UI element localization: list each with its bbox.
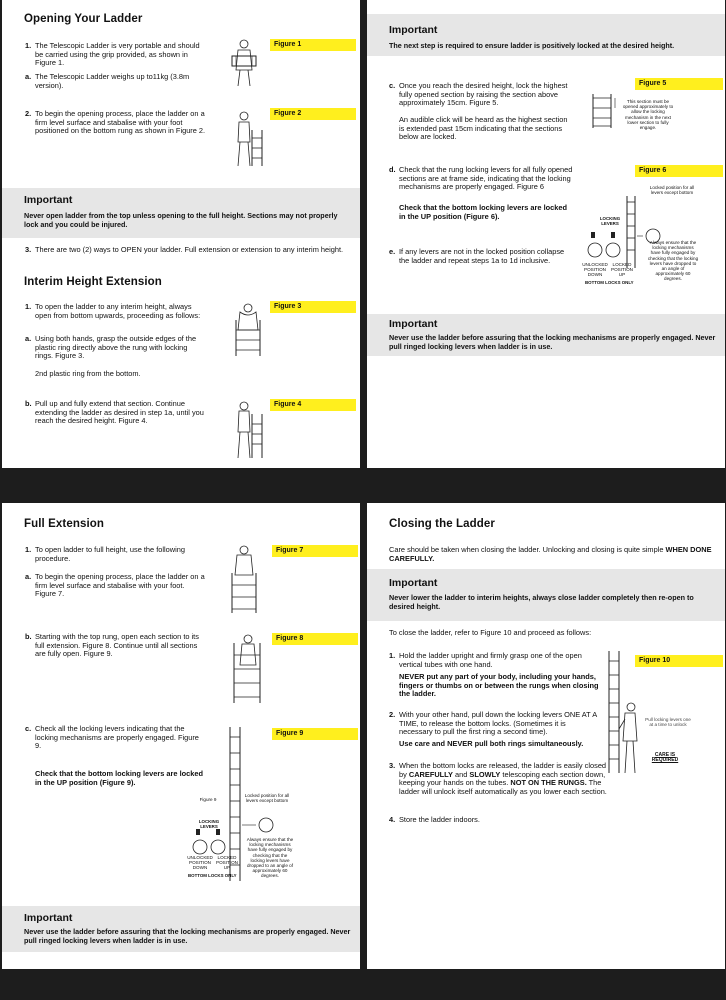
figure-8-illustration [226,631,266,705]
figure-9-unlocked-label: UNLOCKED POSITION DOWN [187,855,213,871]
step-1: 1. The Telescopic Ladder is very portable and should be carried using the grip provided, as shown in Figure 1. [25,41,200,68]
section-title-opening: Opening Your Ladder [24,13,143,25]
step-e: e. If any levers are not in the locked position collapse the ladder and repeat steps 1a to 1d inclusive. [389,247,565,265]
figure-9-lockedup-label: LOCKED POSITION UP [216,855,238,871]
figure-1-label: Figure 1 [270,39,356,51]
important-title: Important [389,24,438,36]
figure-5-note: This section must be opened approximately to allow the locking mechanism in the next lower section to fully engage. [622,99,674,131]
section-title-closing: Closing the Ladder [389,518,495,530]
figure-6-always-note: Always ensure that the locking mechanisms have fully engaged by checking that the locking levers have dropped to an angle of approximately 60 degrees. [647,240,699,282]
important-box [367,569,725,621]
important-title: Important [24,194,73,206]
important-box [2,188,360,238]
important-text: Never use the ladder before assuring that the locking mechanisms are properly engaged. Never pull ringed locking levers when ladder is in use. [389,333,716,351]
step-c-note: An audible click will be heard as the highest section is extended past 15cm indicating that the sections below are locked. [399,115,568,142]
figure-9-always-note: Always ensure that the locking mechanisms have fully engaged by checking that the locking levers have dropped to an angle of approximately 60 degrees. [246,837,294,879]
figure-1-illustration [224,38,264,88]
closing-step-2-bold: Use care and NEVER pull both rings simultaneously. [399,739,584,748]
closing-refer: To close the ladder, refer to Figure 10 and proceed as follows: [389,628,592,637]
important-box-top [367,14,725,56]
important-title: Important [24,912,73,924]
figure-9-locked-note: Locked position for all levers except bottom [244,793,290,804]
panel-closing [367,503,725,969]
step-c: c. Check all the locking levers indicating that the locking mechanisms are properly engaged. Figure 9. [25,724,199,751]
panel-locking [367,0,725,468]
important-title: Important [389,577,438,589]
closing-step-4: 4. Store the ladder indoors. [389,815,480,824]
step-1: 1. To open ladder to full height, use the following procedure. [25,545,185,563]
figure-4-label: Figure 4 [270,399,356,411]
interim-step-a-note: 2nd plastic ring from the bottom. [35,369,141,378]
figure-9-bottom-label: BOTTOM LOCKS ONLY [188,873,237,878]
important-text: Never open ladder from the top unless opening to the full height. Sections may not properly lock and you could be injured. [24,211,338,229]
step-c: c. Once you reach the desired height, lock the highest fully opened section by raising the section above approximately 15cm. Figure 5. [389,81,568,108]
interim-step-a: a. Using both hands, grasp the outside edges of the plastic ring directly above the rung with locking rings. Figure 3. [25,334,197,361]
figure-4-illustration [230,398,266,460]
important-text: Never lower the ladder to interim heights, always close ladder completely then re-open to desired height. [389,593,694,611]
figure-6-levers-label: LOCKING LEVERS [599,216,621,226]
step-c-bold: Check that the bottom locking levers are locked in the UP position (Figure 9). [35,769,203,787]
figure-10-label: Figure 10 [635,655,723,667]
important-text: Never use the ladder before assuring that the locking mechanisms are properly engaged. Never pull ringed locking levers when ladder is in use. [24,927,351,945]
important-box [2,906,360,952]
panel-full-extension [2,503,360,969]
step-d-bold: Check that the bottom locking levers are locked in the UP position (Figure 6). [399,203,567,221]
figure-6-bottom-label: BOTTOM LOCKS ONLY [585,280,634,285]
interim-step-b: b. Pull up and fully extend that section. Continue extending the ladder as desired in step 1a, until you reach the desired height. Figure 4. [25,399,204,426]
figure-9-small-label: Figure 9 [199,797,217,802]
figure-7-label: Figure 7 [272,545,358,557]
closing-intro: Care should be taken when closing the ladder. Unlocking and closing is quite simple WHEN DONE CAREFULLY. [389,545,712,563]
section-title-full: Full Extension [24,518,104,530]
figure-6-locked-note: Locked position for all levers except bottom [649,185,695,196]
care-required-label: CARE IS REQUIRED [651,752,679,764]
figure-7-illustration [226,543,262,615]
important-title: Important [389,318,438,330]
step-b: b. Starting with the top rung, open each section to its full extension. Figure 8. Continue until all sections are fully open. Figure 9. [25,632,199,659]
panel-opening-ladder [2,0,360,468]
step-a: a. To begin the opening process, place the ladder on a firm level surface and stabalise with your foot. Figure 7. [25,572,205,599]
closing-step-2: 2. With your other hand, pull down the locking levers ONE AT A TIME, to release the bottom locks. (Sometimes it is necessary to pull the first ring a second time). [389,710,597,737]
closing-step-1-bold: NEVER put any part of your body, including your hands, fingers or thumbs on or between the rungs when closing the ladder. [399,672,599,699]
step-2: 2. To begin the opening process, place the ladder on a firm level surface and stabalise with your foot positioned on the bottom rung as shown in Figure 2. [25,109,206,136]
step-d: d. Check that the rung locking levers for all fully opened sections are at frame side, indicating that the locking mechanisms are properly engaged. Figure 6 [389,165,573,192]
figure-2-illustration [230,110,266,168]
section-title-interim: Interim Height Extension [24,276,162,288]
interim-step-1: 1. To open the ladder to any interim height, always open from bottom upwards, proceeding as follows: [25,302,201,320]
figure-5-illustration [589,92,619,130]
figure-6-lockedup-label: LOCKED POSITION UP [611,262,633,278]
figure-2-label: Figure 2 [270,108,356,120]
important-box-bottom [367,314,725,356]
figure-8-label: Figure 8 [272,633,358,645]
figure-9-label: Figure 9 [272,728,358,740]
step-a: a. The Telescopic Ladder weighs up to11kg (3.8m version). [25,72,190,90]
figure-3-label: Figure 3 [270,301,356,313]
figure-6-label: Figure 6 [635,165,723,177]
step-3: 3. There are two (2) ways to OPEN your ladder. Full extension or extension to any interim height. [25,245,344,254]
figure-9-levers-label: LOCKING LEVERS [198,819,220,829]
figure-3-illustration [230,300,266,358]
closing-step-1: 1. Hold the ladder upright and firmly grasp one of the open vertical tubes with one hand. [389,651,582,669]
figure-10-illustration [601,649,641,775]
closing-step-3: 3. When the bottom locks are released, the ladder is easily closed by CAREFULLY and SLOWLY telescoping each section down, keeping your hands on the tubes. NOT ON THE RUNGS. The ladder will unlock itself automatically as you lower each section. [389,761,607,796]
important-text: The next step is required to ensure ladder is positively locked at the desired height. [389,41,675,50]
figure-10-note: Pull locking levers one at a time to unlock [645,717,691,728]
figure-6-unlocked-label: UNLOCKED POSITION DOWN [582,262,608,278]
figure-5-label: Figure 5 [635,78,723,90]
